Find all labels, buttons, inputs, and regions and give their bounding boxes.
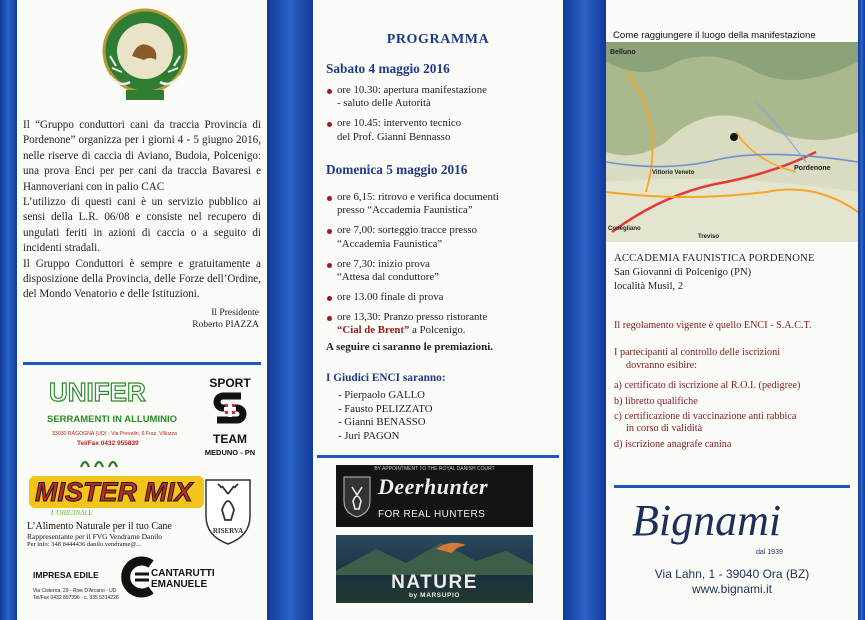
sport-team-label: TEAM [213, 432, 247, 446]
program-title: PROGRAMMA [386, 32, 490, 47]
document-item: d) iscrizione anagrafe canina [614, 438, 732, 450]
judges-list [338, 389, 433, 443]
deer-shield-icon [342, 475, 372, 519]
document-item: a) certificato di iscrizione al R.O.I. (pedigree) [614, 380, 801, 391]
event-item: ore 13.00 finale di prova [325, 291, 499, 304]
mister-rep: Rappresentante per il FVG Vendrame Danilo [27, 532, 163, 541]
cantarutti-line-1: CANTARUTTI [151, 568, 215, 579]
unifer-phone: Tel/Fax 0432 955839 [77, 440, 139, 447]
bignami-contact [606, 567, 858, 596]
map-label: Treviso [698, 234, 720, 240]
signature-role: Il Presidente [211, 308, 259, 318]
unifer-ad [37, 376, 197, 456]
impresa-label: IMPRESA EDILE [33, 570, 99, 580]
frame-edge-right [858, 0, 865, 620]
unifer-brand: UNIFER [49, 377, 146, 406]
signature-name: Roberto PIAZZA [192, 320, 259, 330]
event-item: ore 6,15: ritrovo e verifica documenti presso “Accademia Faunistica” [325, 191, 499, 218]
bignami-wordmark [626, 489, 841, 551]
awards-note: A seguire ci saranno le premiazioni. [326, 341, 494, 353]
riserva-shield [202, 476, 254, 546]
judge-item: - Fausto PELIZZATO [338, 402, 433, 415]
day2-events [325, 191, 499, 344]
event-item-lunch: ore 13,30: Pranzo presso ristorante “Cial de Brent” a Polcenigo. [325, 311, 499, 338]
frame-edge-fold-2 [563, 0, 606, 620]
impresa-phone: Tel/Fax 0432 807396 - c. 335 5314226 [33, 595, 119, 601]
bignami-name: Bignami [632, 496, 782, 545]
nature-by: by MARSUPIO [408, 592, 461, 599]
day2-heading: Domenica 5 maggio 2016 [326, 162, 468, 177]
unifer-subtitle: SERRAMENTI IN ALLUMINIO [47, 414, 178, 425]
riserva-label: RISERVA [212, 527, 244, 535]
mister-tag: L'ORIGINALE [51, 509, 93, 517]
event-item: ore 7,30: inizio prova “Attesa dal conduttore” [325, 258, 499, 285]
event-item: ore 10.30: apertura manifestazione - saluto delle Autorità [325, 84, 487, 111]
deerhunter-brand: Deerhunter [378, 474, 489, 499]
participants-line-1: I partecipanti al controllo delle iscrizioni [614, 347, 781, 358]
judges-title: I Giudici ENCI saranno: [326, 372, 446, 384]
sport-team-ad [199, 376, 261, 460]
map-title: Come raggiungere il luogo della manifestazione [613, 30, 816, 41]
cantarutti-c-icon [121, 554, 155, 600]
bignami-address: Via Lahn, 1 - 39040 Ora (BZ) [654, 567, 810, 581]
document-item: c) certificazione di vaccinazione anti rabbica [614, 411, 797, 422]
map-label: Vittorio Veneto [652, 170, 695, 176]
venue-info [614, 252, 815, 294]
participants-line-2: dovranno esibire: [626, 360, 698, 371]
location-pin-icon [730, 133, 738, 141]
impresa-address: Via Cisterna, 29 - Rive D'Arcano - UD [33, 588, 117, 594]
mister-mix-logo [29, 468, 207, 512]
document-item: b) libretto qualifiche [614, 395, 698, 407]
intro-text [23, 118, 261, 303]
sport-label: SPORT [209, 376, 251, 390]
mister-info [27, 521, 172, 549]
venue-name: ACCADEMIA FAUNISTICA PORDENONE [614, 253, 815, 264]
association-logo [102, 6, 188, 106]
unifer-logo [47, 376, 177, 406]
map-label: Conegliano [608, 226, 641, 232]
sport-city: MEDUNO - PN [204, 448, 256, 457]
venue-city: San Giovanni di Polcenigo (PN) [614, 267, 752, 278]
impresa-contacts [33, 588, 119, 602]
event-item: ore 10.45: intervento tecnico del Prof. Gianni Bennasso [325, 117, 487, 144]
regulation-note: Il regolamento vigente è quello ENCI - S.A.C.T. [614, 320, 812, 331]
divider [23, 362, 261, 365]
bignami-logo [626, 489, 841, 561]
document-item: in corso di validità [626, 423, 703, 434]
cantarutti-line-2: EMANUELE [151, 579, 208, 590]
deerhunter-royal-warrant: BY APPOINTMENT TO THE ROYAL DANISH COURT [374, 466, 495, 472]
panel-middle [313, 0, 563, 620]
cantarutti-name [151, 568, 215, 590]
location-map [606, 42, 858, 242]
panel-right [606, 0, 858, 620]
mister-brand: MISTER MIX [35, 477, 193, 507]
mister-contact: Per info: 348 8444436 danilo.vendrame@... [27, 541, 142, 548]
divider [614, 485, 850, 488]
participants-note [614, 346, 780, 372]
unifer-address: 33030 RAGOGNA (UD) - Via Prevalin, 6 Fraz. Villuzza [52, 431, 177, 437]
intro-paragraph-2: L’utilizzo di questi cani è un servizio pubblico ai sensi della L.R. 06/08 e consiste nel recupero di ungulati feriti in azioni di caccia o a seguito di incidenti stradali. [23, 196, 261, 255]
judge-item: - Juri PAGON [338, 429, 400, 442]
divider [317, 455, 559, 458]
mister-slogan: L’Alimento Naturale per il tuo Cane [27, 521, 172, 532]
mister-mix-ad [29, 468, 207, 520]
deerhunter-slogan: FOR REAL HUNTERS [378, 509, 486, 520]
intro-paragraph-1: Il “Gruppo conduttori cani da traccia Provincia di Pordenone” organizza per i giorni 4 - 5 giugno 2016, nelle riserve di caccia di Aviano, Budoia, Polcenigo: una prova Enci per per cani da traccia Bavaresi e Hannoveriani con in palio CAC [23, 119, 261, 193]
intro-paragraph-3: Il Gruppo Conduttori è sempre e gratuitamente a disposizione della Provincia, delle Forze dell’Ordine, del Mondo Venatorio e delle Istituzioni. [23, 257, 261, 301]
frame-edge-left [0, 0, 17, 620]
nature-brand: NATURE [391, 572, 478, 593]
map-label: Belluno [610, 49, 636, 56]
ducks-icon [79, 455, 123, 469]
frame-edge-fold-1 [267, 0, 313, 620]
impresa-edile-ad [29, 552, 259, 612]
day1-heading: Sabato 4 maggio 2016 [326, 61, 450, 76]
bignami-website: www.bignami.it [691, 581, 773, 596]
deerhunter-ad [336, 465, 533, 527]
nature-marsupio-ad [336, 535, 533, 603]
restaurant-name: “Cial de Brent” [337, 324, 410, 337]
judge-item: - Pierpaolo GALLO [338, 389, 425, 401]
day1-events [325, 84, 487, 151]
panel-left [17, 0, 267, 620]
venue-locality: località Musil, 2 [614, 281, 684, 292]
signature [192, 307, 259, 331]
required-documents [614, 380, 800, 454]
map-label: Pordenone [794, 165, 831, 172]
event-item: ore 7,00: sorteggio tracce presso “Accademia Faunistica” [325, 224, 499, 251]
judge-item: - Gianni BENASSO [338, 416, 426, 429]
bignami-since: dal 1939 [756, 549, 783, 556]
sport-team-s-icon [211, 390, 249, 430]
mountain-landscape-icon [336, 535, 533, 575]
